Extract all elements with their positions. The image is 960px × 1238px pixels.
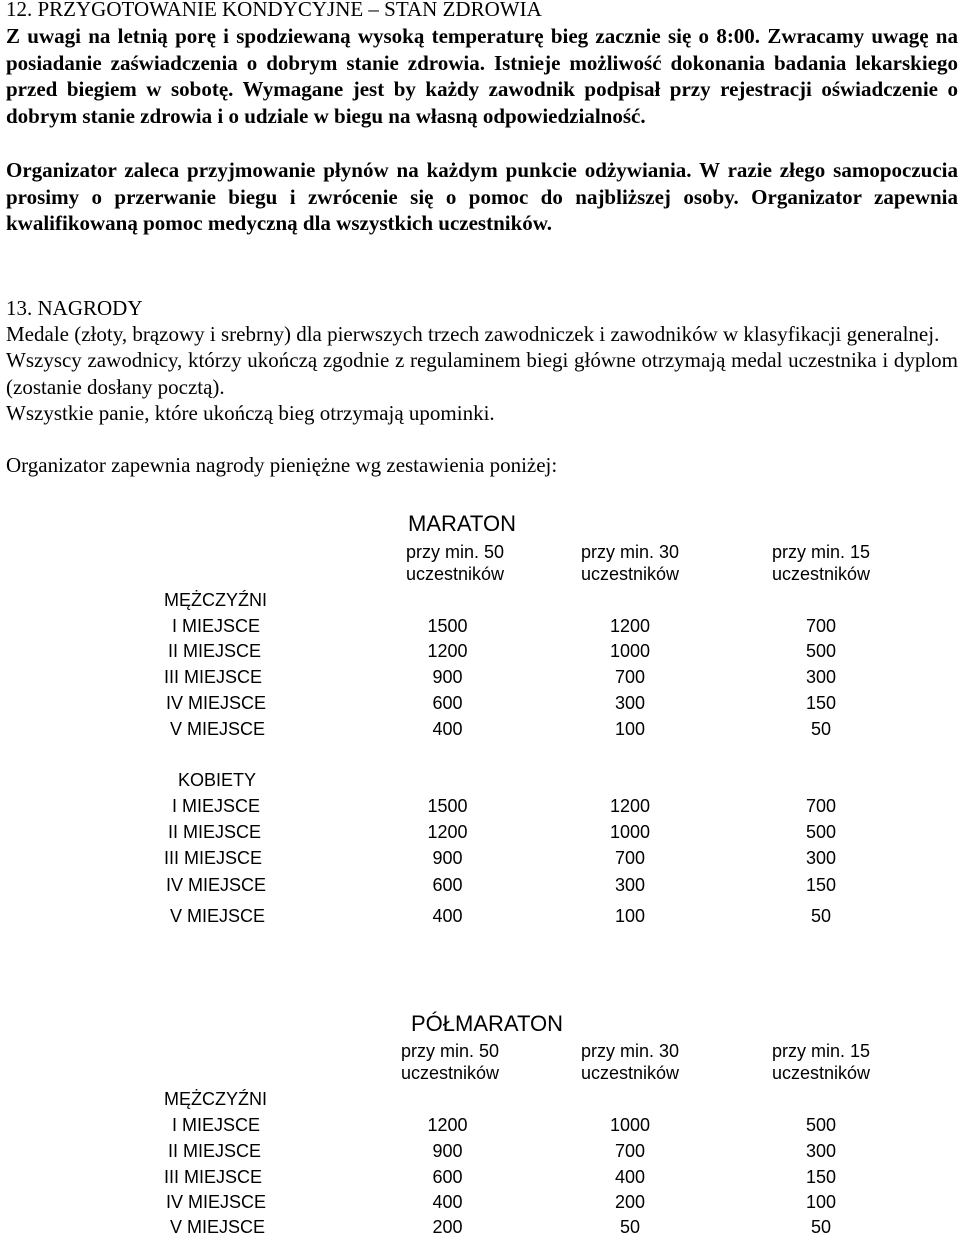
place-label: V MIEJSCE — [170, 1217, 266, 1237]
column-header-30: przy min. 30 — [580, 1041, 680, 1061]
place-label: IV MIEJSCE — [166, 693, 267, 713]
place-label: III MIEJSCE — [164, 1167, 263, 1187]
prize-cell: 300 — [614, 875, 646, 895]
prize-cell: 150 — [805, 1167, 837, 1187]
prize-cell: 1000 — [609, 641, 651, 661]
prize-cell: 100 — [805, 1192, 837, 1212]
prize-cell: 900 — [432, 667, 463, 687]
section-13-heading: 13. NAGRODY — [6, 296, 143, 320]
prize-cell: 600 — [432, 1167, 463, 1187]
prize-cell: 1000 — [609, 822, 651, 842]
place-label: IV MIEJSCE — [166, 875, 267, 895]
prize-cell: 600 — [432, 875, 463, 895]
place-label: II MIEJSCE — [168, 1141, 262, 1161]
prize-cell: 1200 — [427, 641, 468, 661]
prize-cell: 700 — [805, 796, 837, 816]
place-label: II MIEJSCE — [168, 641, 262, 661]
maraton-men-label: MĘŻCZYŹNI — [164, 590, 267, 610]
column-header-15-sub: uczestników — [771, 1063, 871, 1083]
prize-cell: 150 — [805, 875, 837, 895]
prize-cell: 300 — [805, 1141, 837, 1161]
prize-cell: 1200 — [427, 822, 468, 842]
prize-cell: 1500 — [427, 796, 468, 816]
polmaraton-men-label: MĘŻCZYŹNI — [164, 1089, 267, 1109]
prize-cell: 300 — [805, 667, 837, 687]
prize-cell: 1200 — [427, 1115, 468, 1135]
column-header-50-sub: uczestników — [400, 1063, 500, 1083]
polmaraton-table-title: PÓŁMARATON — [411, 1011, 563, 1036]
section-13-paragraph-3: Wszystkie panie, które ukończą bieg otrzymają upominki. — [6, 401, 495, 425]
prize-cell: 1200 — [609, 616, 651, 636]
section-12-heading: 12. PRZYGOTOWANIE KONDYCYJNE – STAN ZDROWIA — [6, 0, 542, 21]
prize-cell: 900 — [432, 1141, 463, 1161]
prize-cell: 150 — [805, 693, 837, 713]
prize-cell: 50 — [619, 1217, 641, 1237]
prize-cell: 100 — [614, 719, 646, 739]
column-header-30: przy min. 30 — [580, 542, 680, 562]
place-label: III MIEJSCE — [164, 848, 263, 868]
place-label: V MIEJSCE — [170, 906, 266, 926]
column-header-15: przy min. 15 — [771, 542, 871, 562]
prize-cell: 900 — [432, 848, 463, 868]
prize-cell: 500 — [805, 641, 837, 661]
prize-cell: 100 — [614, 906, 646, 926]
prize-cell: 1500 — [427, 616, 468, 636]
prize-cell: 50 — [810, 906, 832, 926]
prize-cell: 400 — [432, 1192, 463, 1212]
prize-cell: 500 — [805, 1115, 837, 1135]
prize-cell: 50 — [810, 1217, 832, 1237]
prize-cell: 50 — [810, 719, 832, 739]
prize-cell: 200 — [614, 1192, 646, 1212]
column-header-30-sub: uczestników — [580, 1063, 680, 1083]
section-13-paragraph-2: Wszyscy zawodnicy, którzy ukończą zgodnie z regulaminem biegi główne otrzymają medal uczestnika i dyplom (zostanie dosłany pocztą). — [6, 348, 958, 399]
column-header-15: przy min. 15 — [771, 1041, 871, 1061]
maraton-women-label: KOBIETY — [178, 770, 257, 790]
place-label: I MIEJSCE — [172, 616, 261, 636]
prize-cell: 1000 — [609, 1115, 651, 1135]
place-label: V MIEJSCE — [170, 719, 266, 739]
section-12-paragraph-1: Z uwagi na letnią porę i spodziewaną wysoką temperaturę bieg zacznie się o 8:00. Zwracamy uwagę na posiadanie zaświadczenia o dobrym stanie zdrowia. Istnieje możliwość dokonania badania lekarskiego przed biegiem w sobotę. Wymagane jest by każdy zawodnik podpisał przy rejestracji oświadczenie o dobrym stanie zdrowia i o udziale w biegu na własną odpowiedzialność. — [6, 24, 958, 128]
place-label: III MIEJSCE — [164, 667, 263, 687]
column-header-15-sub: uczestników — [771, 564, 871, 584]
prize-cell: 400 — [614, 1167, 646, 1187]
place-label: I MIEJSCE — [172, 1115, 261, 1135]
prize-cell: 500 — [805, 822, 837, 842]
column-header-50: przy min. 50 — [405, 542, 505, 562]
place-label: I MIEJSCE — [172, 796, 261, 816]
prize-cell: 400 — [432, 906, 463, 926]
maraton-table-title: MARATON — [408, 511, 516, 536]
prize-cell: 700 — [614, 667, 646, 687]
prize-cell: 600 — [432, 693, 463, 713]
prize-cell: 300 — [805, 848, 837, 868]
prize-cell: 700 — [614, 848, 646, 868]
prize-cell: 700 — [614, 1141, 646, 1161]
prize-cell: 1200 — [609, 796, 651, 816]
prize-cell: 400 — [432, 719, 463, 739]
section-12-paragraph-2: Organizator zaleca przyjmowanie płynów na każdym punkcie odżywiania. W razie złego samopoczucia prosimy o przerwanie biegu i zwrócenie się o pomoc do najbliższej osoby. Organizator zapewnia kwalifikowaną pomoc medyczną dla wszystkich uczestników. — [6, 158, 958, 235]
prize-cell: 200 — [432, 1217, 463, 1237]
column-header-50: przy min. 50 — [400, 1041, 500, 1061]
column-header-30-sub: uczestników — [580, 564, 680, 584]
place-label: II MIEJSCE — [168, 822, 262, 842]
section-13-paragraph-4: Organizator zapewnia nagrody pieniężne wg zestawienia poniżej: — [6, 453, 558, 477]
prize-cell: 300 — [614, 693, 646, 713]
section-13-paragraph-1: Medale (złoty, brązowy i srebrny) dla pierwszych trzech zawodniczek i zawodników w klasyfikacji generalnej. — [6, 322, 940, 346]
place-label: IV MIEJSCE — [166, 1192, 267, 1212]
column-header-50-sub: uczestników — [405, 564, 505, 584]
prize-cell: 700 — [805, 616, 837, 636]
